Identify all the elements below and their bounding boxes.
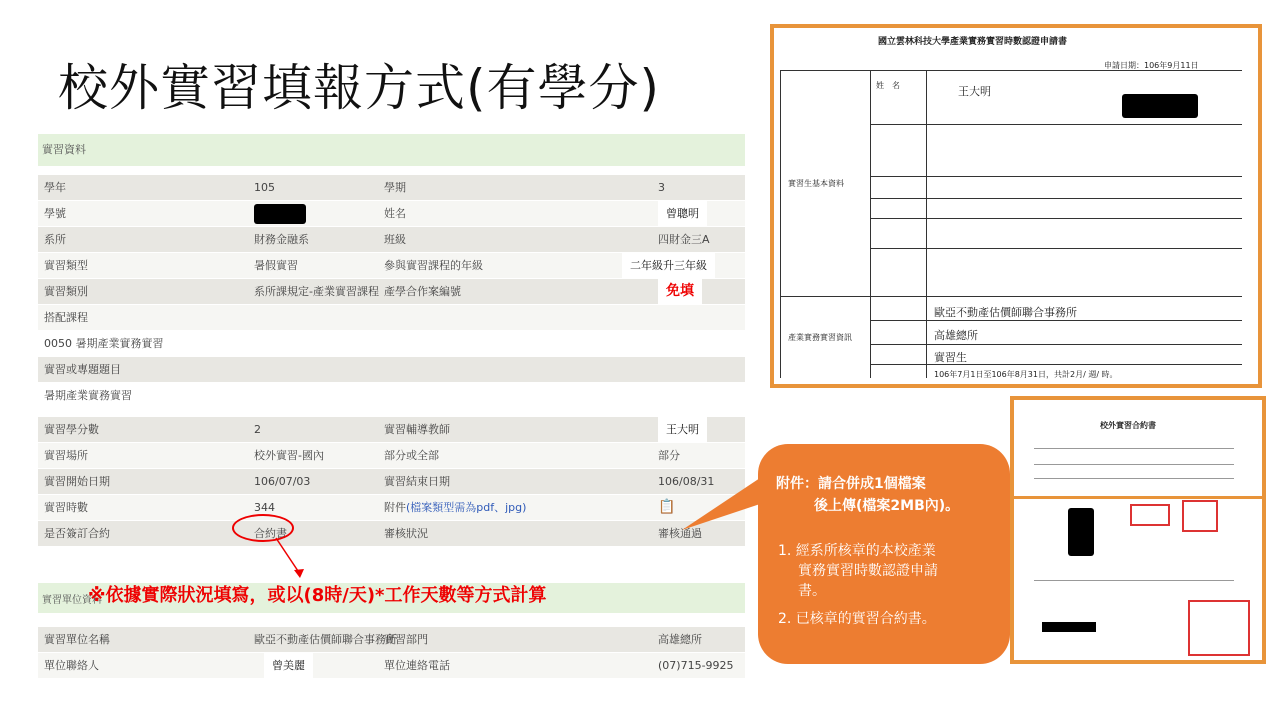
redacted-student-id [254, 204, 306, 224]
table-row: 實習場所 校外實習-國內 部分或全部 部分 [38, 442, 745, 468]
attachment-callout: 附件：請合併成1個檔案 後上傳(檔案2MB內)。 1. 經系所核章的本校產業 實務實習時數認證申請 書。 2. 已核章的實習合約書。 [758, 444, 1010, 664]
table-row: 實習類別 系所課規定-產業實習課程 產學合作案編號 免填 [38, 278, 745, 304]
section-internship-data: 實習資料 [38, 134, 745, 166]
redacted-block [1068, 508, 1094, 556]
arrow-icon [270, 536, 310, 580]
table-row: 實習單位名稱 歐亞不動產估價師聯合事務所 實習部門 高雄總所 [38, 626, 745, 652]
table-row: 0050 暑期產業實務實習 [38, 330, 745, 356]
callout-pointer [680, 474, 760, 534]
table-row: 實習時數 344 附件(檔案類型需為pdf、jpg) 📋 [38, 494, 745, 520]
attachment-icon[interactable]: 📋 [658, 499, 676, 515]
internship-form [38, 134, 745, 546]
table-row: 學號 姓名 曾聰明 [38, 200, 745, 226]
attachment-hint: (檔案類型需為pdf、jpg) [406, 501, 527, 514]
calculation-note: ※依據實際狀況填寫，或以(8時/天)*工作天數等方式計算 [88, 585, 547, 606]
internship-hours-value: 344 [254, 501, 275, 514]
table-row: 搭配課程 [38, 304, 745, 330]
certification-application-document: 國立雲林科技大學產業實務實習時數認證申請書 申請日期：106年9月11日 姓 名 王大明 實習生基本資料 產業實務實習資訊 歐亞不動產估價師聯合事務所 高雄總所 實習生 106年7月1日至106年8月31日，共計2月/ 週/ 時。 [770, 24, 1262, 388]
table-row: 實習或專題題目 [38, 356, 745, 382]
seal-stamp [1130, 504, 1170, 526]
slide-title: 校外實習填報方式(有學分) [58, 59, 661, 117]
redacted-block [1042, 622, 1096, 632]
redacted-student-number [1122, 94, 1198, 118]
table-row: 系所 財務金融系 班級 四財金三A [38, 226, 745, 252]
seal-stamp [1182, 500, 1218, 532]
internship-contract-document: 校外實習合約書 [1010, 396, 1266, 664]
table-row: 是否簽訂合約 合約書 審核狀況 審核通過 [38, 520, 745, 546]
table-row: 實習開始日期 106/07/03 實習結束日期 106/08/31 [38, 468, 745, 494]
table-row: 實習學分數 2 實習輔導教師 王大明 [38, 416, 745, 442]
section-unit-data: 實習單位資料 [38, 583, 745, 613]
no-fill-label: 免填 [658, 279, 702, 304]
seal-stamp [1188, 600, 1250, 656]
table-row: 暑期產業實務實習 [38, 382, 745, 408]
table-row: 實習類型 暑假實習 參與實習課程的年級 二年級升三年級 [38, 252, 745, 278]
unit-table [38, 626, 745, 678]
table-row: 學年 105 學期 3 [38, 174, 745, 200]
table-row: 單位聯絡人 曾美麗 單位連絡電話 (07)715-9925 [38, 652, 745, 678]
